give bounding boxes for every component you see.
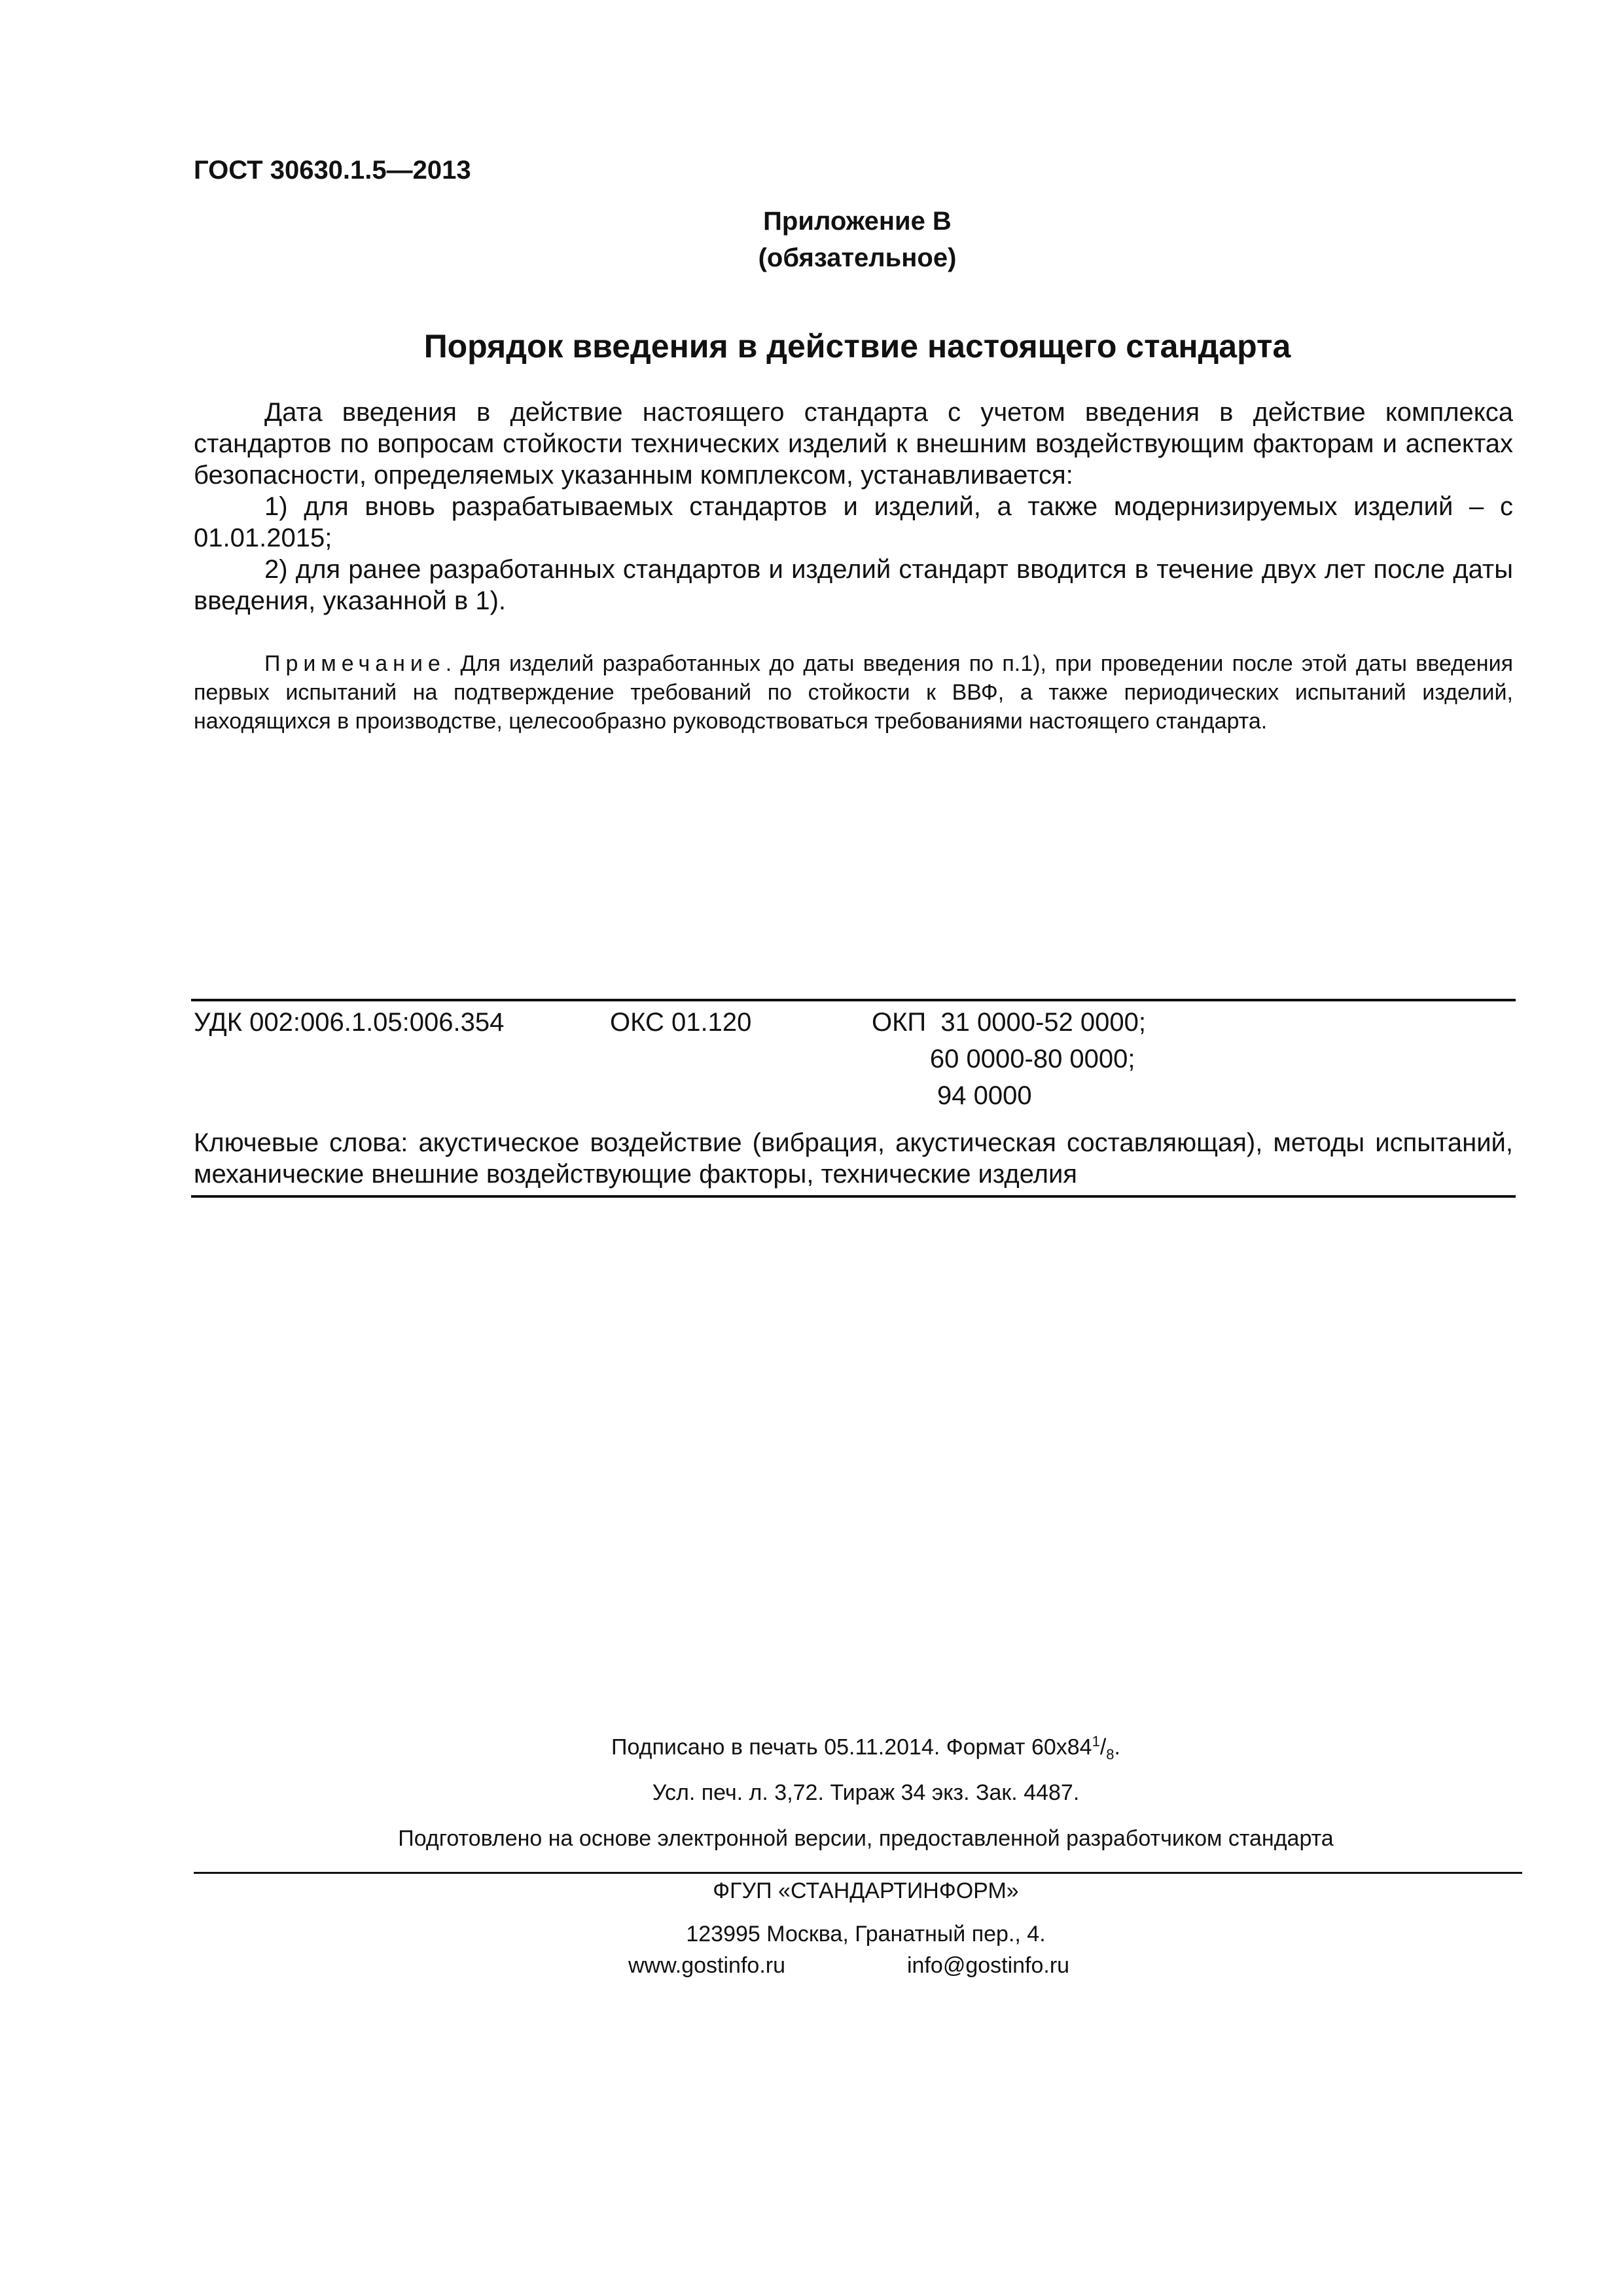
imprint-signed: Подписано в печать 05.11.2014. Формат $60х84^1/_8$.	[611, 1733, 1120, 1763]
website-link[interactable]: www.gostinfo.ru	[628, 1953, 785, 1978]
paragraph-item-1: 1) для вновь разрабатываемых стандартов и изделий, а также модернизируемых изделий – с 01.01.2015;	[194, 492, 1513, 552]
okp-line-2: 60 0000-80 0000;	[872, 1045, 1135, 1073]
page-title: Порядок введения в действие настоящего стандарта	[423, 328, 1291, 365]
email-link[interactable]: info@gostinfo.ru	[907, 1953, 1070, 1978]
publisher-address: 123995 Москва, Гранатный пер., 4.	[686, 1922, 1046, 1946]
divider-top	[191, 999, 1516, 1001]
oks-code: ОКС 01.120	[610, 1008, 752, 1037]
note-text: Для изделий разработанных до даты введения по п.1), при проведении после этой даты введения первых испытаний на подтверждение требований по стойкости к ВВФ, а также периодических испытаний изделий, находящихся в производстве, целесообразно руководствоваться требованиями настоящего стандарта.	[194, 651, 1513, 734]
document-code: ГОСТ 30630.1.5—2013	[194, 156, 471, 185]
format-numerator: 1	[1092, 1733, 1100, 1749]
paragraph-intro: Дата введения в действие настоящего стандарта с учетом введения в действие комплекса стандартов по вопросам стойкости технических изделий к внешним воздействующим факторам и аспектах безопасности, определяемых указанным комплексом, устанавливается:	[194, 398, 1513, 490]
body-text	[194, 397, 1513, 617]
annex-status: (обязательное)	[758, 243, 957, 272]
divider-keywords	[191, 1195, 1516, 1198]
keywords: Ключевые слова: акустическое воздействие (вибрация, акустическая составляющая), методы испытаний, механические внешние воздействующие факторы, технические изделия	[194, 1128, 1513, 1189]
udk-code: УДК 002:006.1.05:006.354	[194, 1008, 505, 1037]
format-end: .	[1114, 1734, 1120, 1760]
annex-label: Приложение В	[763, 207, 952, 236]
imprint-signed-text: Подписано в печать 05.11.2014. Формат 60х84	[611, 1734, 1092, 1760]
imprint-print-info: Усл. печ. л. 3,72. Тираж 34 экз. Зак. 4487.	[652, 1780, 1080, 1805]
imprint-prepared: Подготовлено на основе электронной версии, предоставленной разработчиком стандарта	[398, 1826, 1334, 1851]
publisher-name: ФГУП «СТАНДАРТИНФОРМ»	[713, 1878, 1019, 1903]
okp-codes	[872, 1004, 1146, 1114]
annex-heading	[0, 203, 1623, 276]
paragraph-item-2: 2) для ранее разработанных стандартов и изделий стандарт вводится в течение двух лет после даты введения, указанной в 1).	[194, 555, 1513, 615]
divider-imprint	[194, 1872, 1522, 1874]
format-denominator: 8	[1106, 1746, 1115, 1763]
okp-line-3: 94 0000	[872, 1081, 1032, 1110]
note-label: Примечание	[264, 651, 446, 676]
okp-line-1: ОКП 31 0000-52 0000;	[872, 1008, 1147, 1037]
note: Примечание. Для изделий разработанных до даты введения по п.1), при проведении после этой даты введения первых испытаний на подтверждение требований по стойкости к ВВФ, а также периодических испытаний изделий, находящихся в производстве, целесообразно руководствоваться требованиями настоящего стандарта.	[194, 651, 1513, 734]
